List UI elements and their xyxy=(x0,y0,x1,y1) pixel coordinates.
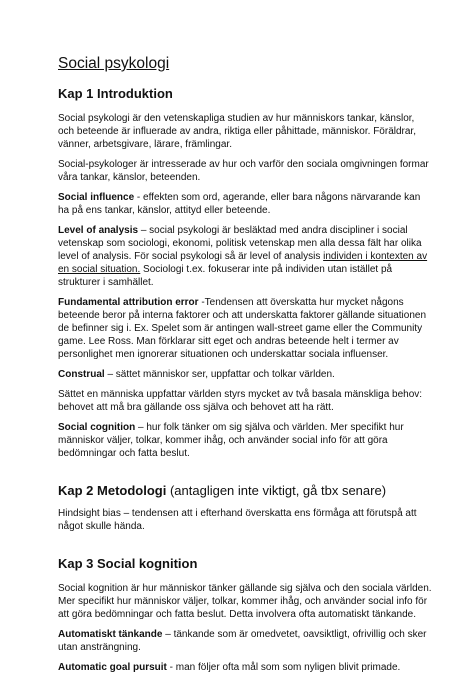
fae-paragraph xyxy=(58,296,432,361)
level-of-analysis-paragraph xyxy=(58,224,432,289)
social-cognition-term: Social cognition xyxy=(58,422,136,433)
automatic-thinking-paragraph xyxy=(58,628,432,654)
automatic-goal-pursuit-text: - man följer ofta mål som som nyligen blivit primade. xyxy=(166,662,401,673)
social-cognition-paragraph xyxy=(58,421,432,460)
level-of-analysis-underlined: individen i kontexten av en social situation. xyxy=(58,251,428,275)
automatic-thinking-term: Automatiskt tänkande xyxy=(58,629,163,640)
automatic-thinking-text: – tänkande som är omedvetet, oavsiktligt, ofrivillig och sker utan ansträngning. xyxy=(58,629,427,653)
fae-term: Fundamental attribution error xyxy=(58,297,199,308)
kap1-paragraph-2: Social-psykologer är intresserade av hur och varför den sociala omgivningen formar våra tankar, känslor, beteenden. xyxy=(58,159,429,183)
chapter-2-heading-rest: (antagligen inte viktigt, gå tbx senare) xyxy=(166,483,387,498)
chapter-2-heading-bold: Kap 2 Metodologi xyxy=(58,483,167,498)
chapter-1-heading: Kap 1 Introduktion xyxy=(58,86,173,101)
social-influence-paragraph xyxy=(58,191,432,217)
document-title: Social psykologi xyxy=(58,55,170,72)
level-of-analysis-text-2: Sociologi t.ex. fokuserar inte på individen utan istället på strukturer i samhället. xyxy=(58,264,393,288)
social-influence-term: Social influence xyxy=(58,192,135,203)
construal-term: Construal xyxy=(58,369,105,380)
kap3-paragraph-1: Social kognition är hur människor tänker gällande sig själva och den sociala världen. Mer specifikt hur människor väljer, tolkar, kommer ihåg, och använder social info för att göra bedömningar och fatta beslut. Detta involvera ofta automatiskt tänkande. xyxy=(58,583,432,620)
basic-needs-paragraph: Sättet en människa uppfattar världen styrs mycket av två basala mänskliga behov: behovet att må bra gällande oss själva och behovet att ha rätt. xyxy=(58,389,423,413)
chapter-3-heading: Kap 3 Social kognition xyxy=(58,556,198,571)
construal-paragraph xyxy=(58,368,432,381)
chapter-2-heading xyxy=(58,483,432,499)
fae-text: -Tendensen att överskatta hur mycket någons beteende beror på interna faktorer och att underskatta faktorer gällande situationen de befinner sig i. Ex. Spelet som är antingen wall-street game eller the Community game. Lee Ross. Man förklarar sitt eget och andras beteende helt i termer av personlighet men ignorerar situationen och underskattar sociala influenser. xyxy=(58,297,427,360)
social-cognition-text: – hur folk tänker om sig själva och världen. Mer specifikt hur människor väljer, tolkar, kommer ihåg, och använder social info för att göra bedömningar och fatta beslut. xyxy=(58,422,404,459)
social-influence-text: - effekten som ord, agerande, eller bara någons närvarande kan ha på ens tankar, känslor, attityd eller beteende. xyxy=(58,192,421,216)
level-of-analysis-term: Level of analysis xyxy=(58,225,139,236)
automatic-goal-pursuit-term: Automatic goal pursuit xyxy=(58,662,167,673)
construal-text: – sättet människor ser, uppfattar och tolkar världen. xyxy=(104,369,335,380)
hindsight-bias-paragraph: Hindsight bias – tendensen att i efterhand överskatta ens förmåga att förutspå att något skulle hända. xyxy=(58,508,417,532)
level-of-analysis-text-1: – social psykologi är besläktad med andra discipliner i social vetenskap som sociologi, ekonomi, politisk vetenskap men alla dessa fält har olika level of analysis. För social psykologi så är level of analysis xyxy=(58,225,422,262)
kap1-paragraph-1: Social psykologi är den vetenskapliga studien av hur människors tankar, känslor, och beteende är influerade av andra, riktiga eller påhittade, människor. Föräldrar, vänner, arbetsgivare, lärare, främlingar. xyxy=(58,113,416,150)
automatic-goal-pursuit-paragraph xyxy=(58,661,432,674)
